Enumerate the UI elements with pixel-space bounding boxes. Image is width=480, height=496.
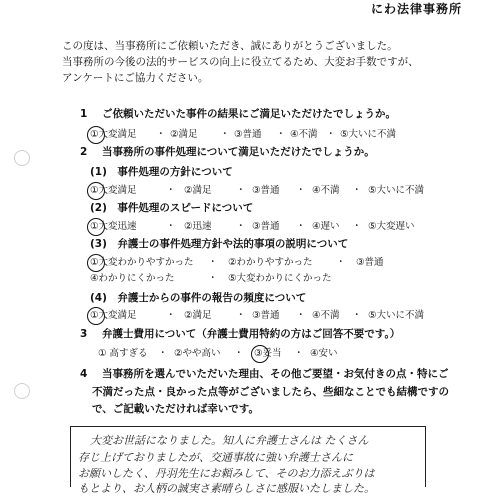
separator-dot: ・ <box>158 348 168 359</box>
q2-sub3-option-1[interactable]: ①大変わかりやすかった <box>90 257 194 268</box>
q2-sub3-options-row2 <box>90 270 430 284</box>
q3-option-4[interactable]: ④安い <box>310 348 338 359</box>
separator-dot: ・ <box>220 129 230 140</box>
question-text: 当事務所の事件処理について満足いただけたでしょうか。 <box>102 146 375 158</box>
q2-sub4-options <box>90 307 430 321</box>
q2-sub2-option-1[interactable]: ①大変迅速 <box>90 221 137 232</box>
intro-text <box>62 38 419 86</box>
separator-dot: ・ <box>166 185 176 196</box>
separator-dot: ・ <box>294 348 304 359</box>
question-text: 当事務所を選んでいただいた理由、その他ご要望・お気付きの点・特にご <box>102 368 449 380</box>
q2-sub4-option-4[interactable]: ④不満 <box>312 310 340 321</box>
q2-sub1-option-3[interactable]: ③普通 <box>252 185 280 196</box>
q1-option-1[interactable]: ①大変満足 <box>90 129 137 140</box>
question-number: 2 <box>80 146 88 158</box>
question-number: 3 <box>80 328 88 340</box>
q2-sub1-option-5[interactable]: ⑤大いに不満 <box>368 185 425 196</box>
q2-sub1-option-2[interactable]: ②満足 <box>184 185 212 196</box>
q1-option-4[interactable]: ④不満 <box>290 129 318 140</box>
q2-sub4-option-5[interactable]: ⑤大いに不満 <box>368 310 425 321</box>
handwritten-comment-line: 存じ上げておりましたが、交通事故に強い弁護士さんに <box>78 451 353 464</box>
question-2 <box>80 144 375 159</box>
q2-sub2-option-5[interactable]: ⑤大変遅い <box>368 221 415 232</box>
handwritten-comment-line: 大変お世話になりました。知人に弁護士さんは たくさん <box>90 434 369 447</box>
q2-sub4-option-2[interactable]: ②満足 <box>184 310 212 321</box>
intro-line: アンケートにご協力ください。 <box>62 72 209 84</box>
q2-sub4-option-1[interactable]: ①大変満足 <box>90 310 137 321</box>
separator-dot: ・ <box>276 129 286 140</box>
separator-dot: ・ <box>336 257 346 268</box>
q3-option-1[interactable]: ① 高すぎる <box>98 348 148 359</box>
q2-sub2-label: (2) 事件処理のスピードについて <box>90 202 254 214</box>
question-number: 1 <box>80 108 88 120</box>
q3-option-2[interactable]: ②やや高い <box>174 348 221 359</box>
q2-sub1-option-1[interactable]: ①大変満足 <box>90 185 137 196</box>
q2-sub3-options-row1 <box>90 254 430 268</box>
separator-dot: ・ <box>236 185 246 196</box>
separator-dot: ・ <box>234 348 244 359</box>
separator-dot: ・ <box>208 273 218 284</box>
q2-sub3-label: (3) 弁護士の事件処理方針や法的事項の説明について <box>90 238 349 250</box>
intro-line: 当事務所の今後の法的サービスの向上に役立てるため、大変お手数ですが、 <box>62 56 419 68</box>
q1-options <box>90 126 430 140</box>
separator-dot: ・ <box>296 221 306 232</box>
firm-name: にわ法律事務所 <box>370 2 462 16</box>
q3-options <box>98 345 428 359</box>
q2-sub1-option-4[interactable]: ④不満 <box>312 185 340 196</box>
separator-dot: ・ <box>352 185 362 196</box>
binder-hole <box>14 383 30 399</box>
binder-hole <box>14 150 30 166</box>
q2-sub1-options <box>90 182 430 196</box>
q2-sub2-option-3[interactable]: ③普通 <box>252 221 280 232</box>
question-1 <box>80 106 396 121</box>
q2-sub3-option-4[interactable]: ④わかりにくかった <box>90 273 175 284</box>
question-number: 4 <box>80 368 88 380</box>
separator-dot: ・ <box>326 129 336 140</box>
q2-sub2-option-4[interactable]: ④遅い <box>312 221 340 232</box>
q2-sub1-label: (1) 事件処理の方針について <box>90 166 233 178</box>
separator-dot: ・ <box>352 310 362 321</box>
q3-option-3[interactable]: ③妥当 <box>254 348 282 359</box>
question-4-line: 不満だった点・良かった点等がございましたら、些細なことでも結構ですの <box>92 386 449 398</box>
separator-dot: ・ <box>236 310 246 321</box>
separator-dot: ・ <box>352 221 362 232</box>
handwritten-comment-line: もとより、お人柄の誠実さ素晴らしさに感服いたしました。 <box>78 482 375 495</box>
intro-line: この度は、当事務所にご依頼いただき、誠にありがとうございました。 <box>62 40 398 52</box>
question-4 <box>80 366 449 381</box>
separator-dot: ・ <box>208 257 218 268</box>
q1-option-2[interactable]: ②満足 <box>170 129 198 140</box>
separator-dot: ・ <box>166 310 176 321</box>
q2-sub3-option-3[interactable]: ③普通 <box>356 257 384 268</box>
separator-dot: ・ <box>296 310 306 321</box>
question-text: ご依頼いただいた事件の結果にご満足いただけたでしょうか。 <box>102 108 396 120</box>
q2-sub3-option-2[interactable]: ②わかりやすかった <box>228 257 313 268</box>
handwritten-comment-line: お願いしたく、丹羽先生にお頼みして、そのお力添えぶりは <box>78 467 375 480</box>
separator-dot: ・ <box>296 185 306 196</box>
q1-option-5[interactable]: ⑤大いに不満 <box>340 129 397 140</box>
q2-sub2-options <box>90 218 430 232</box>
q1-option-3[interactable]: ③普通 <box>234 129 262 140</box>
question-4-continued <box>92 384 449 418</box>
question-4-line: で、ご記載いただければ幸いです。 <box>92 403 259 415</box>
separator-dot: ・ <box>156 129 166 140</box>
question-text: 弁護士費用について（弁護士費用特約の方はご回答不要です。） <box>102 328 401 340</box>
q2-sub4-label: (4) 弁護士からの事件の報告の頻度について <box>90 292 307 304</box>
q2-sub4-option-3[interactable]: ③普通 <box>252 310 280 321</box>
question-3 <box>80 326 400 341</box>
separator-dot: ・ <box>236 221 246 232</box>
q2-sub3-option-5[interactable]: ⑤大変わかりにくかった <box>228 273 332 284</box>
q2-sub2-option-2[interactable]: ②迅速 <box>184 221 212 232</box>
separator-dot: ・ <box>166 221 176 232</box>
